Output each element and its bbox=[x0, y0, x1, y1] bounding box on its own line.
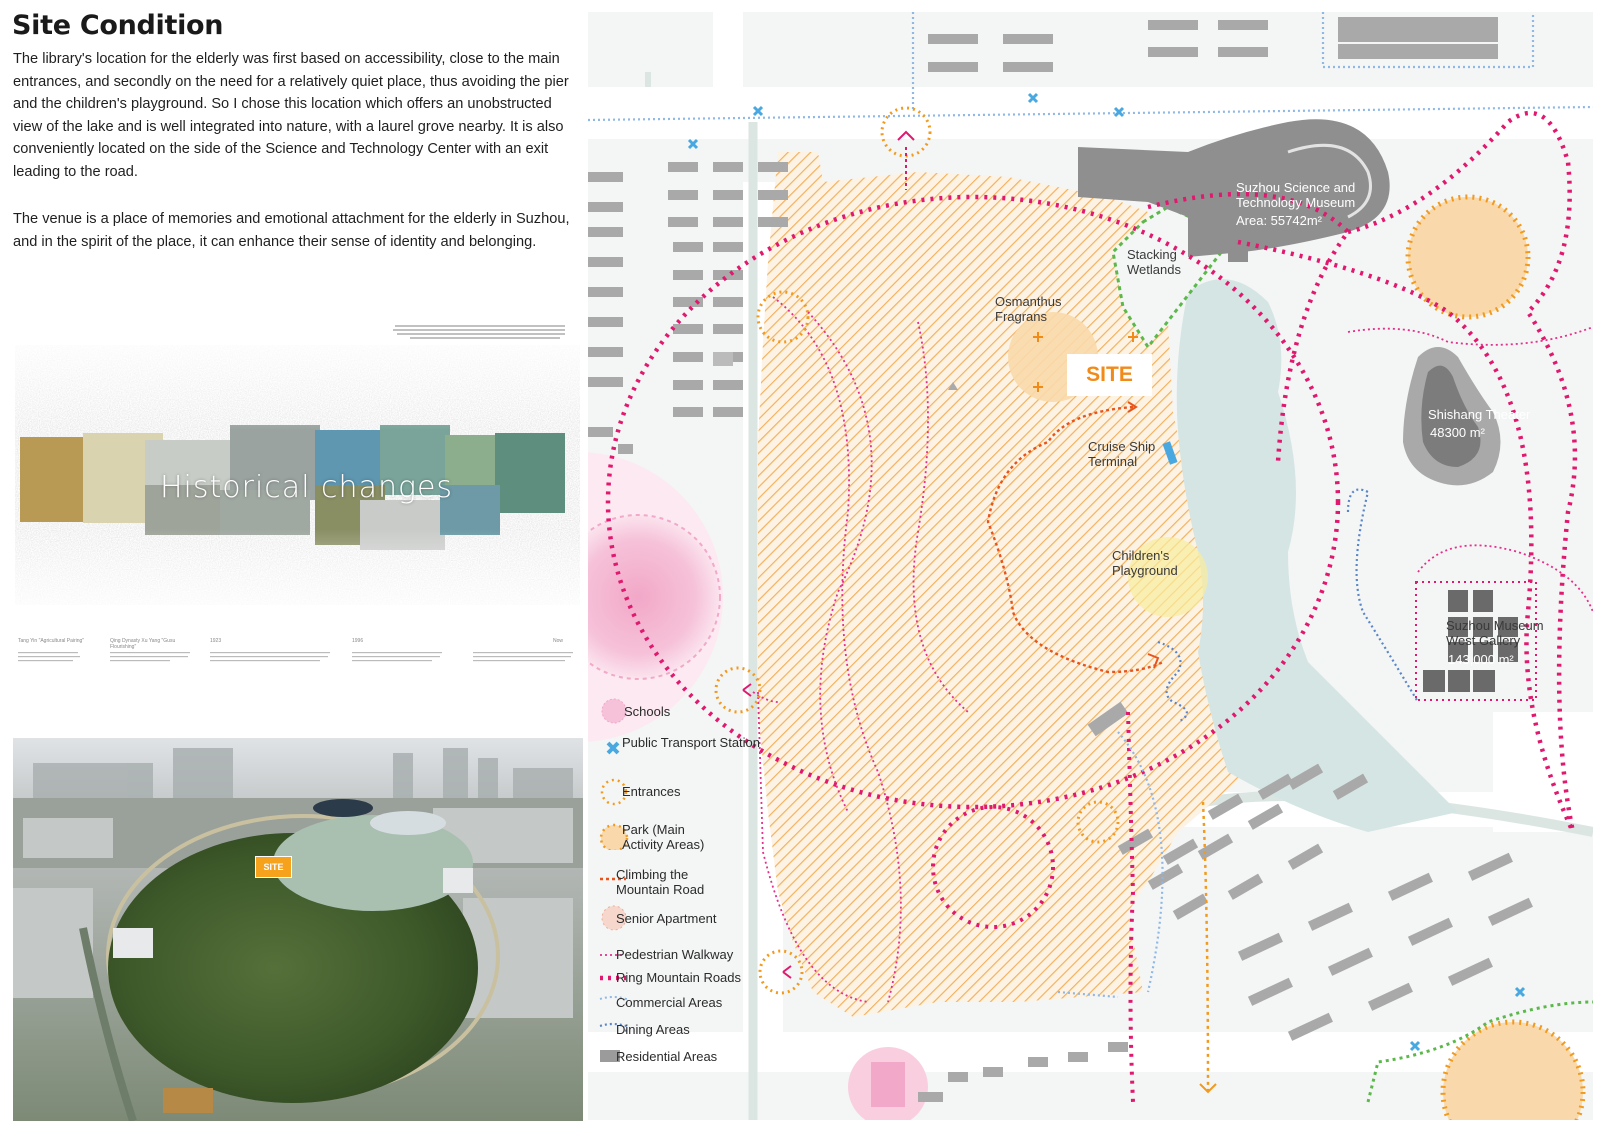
timeline-item: 1923 bbox=[210, 638, 222, 644]
museum-west-gallery-area: 143,000 m² bbox=[1448, 652, 1514, 667]
legend-residential: Residential Areas bbox=[598, 1047, 778, 1073]
legend-climbing: Climbing the Mountain Road bbox=[598, 867, 778, 893]
timeline-item: 1996 bbox=[352, 638, 364, 644]
legend-senior: Senior Apartment bbox=[598, 904, 778, 930]
legend-pedestrian: Pedestrian Walkway bbox=[598, 945, 778, 971]
timeline-text-lines bbox=[18, 648, 578, 678]
shishang-theater-area: 48300 m² bbox=[1430, 425, 1485, 440]
photo-site-marker: SITE bbox=[255, 856, 292, 878]
intro-paragraph: The library's location for the elderly was first based on accessibility, close to the main entrances, and secondly on the need for a relatively quiet place, thus avoiding the pier and the children's playground. So I chose this location which offers an unobstructed view of the lake and is well integrated into nature, with a laurel grove nearby. It is also conveniently located on the side of the Science and Technology Center with an exit leading to the road. bbox=[13, 51, 569, 180]
stacking-wetlands-label: Stacking Wetlands bbox=[1127, 247, 1181, 277]
legend-park: Park (Main Activity Areas) bbox=[598, 822, 778, 848]
historical-title: Historical changes bbox=[160, 470, 454, 505]
legend-transport: Public Transport Station bbox=[598, 735, 778, 761]
science-museum-area: Area: 55742m² bbox=[1236, 213, 1322, 228]
shishang-theater-label: Shishang Theater bbox=[1428, 407, 1531, 422]
memory-paragraph: The venue is a place of memories and emotional attachment for the elderly in Suzhou, and in the spirit of the place, it can enhance their sense of identity and belonging. bbox=[13, 211, 570, 250]
science-museum-label: Suzhou Science and Technology Museum bbox=[1236, 180, 1356, 210]
timeline-item: Qing Dynasty Xu Yang "Gusu Flourishing" bbox=[110, 638, 176, 650]
cruise-terminal-label: Cruise Ship Terminal bbox=[1088, 439, 1156, 469]
legend-entrances: Entrances bbox=[598, 778, 778, 804]
childrens-playground-label: Children's Playground bbox=[1112, 548, 1178, 578]
museum-west-gallery-label: Suzhou Museum West Gallery bbox=[1446, 618, 1544, 648]
history-timeline bbox=[18, 638, 578, 684]
legend-schools: Schools bbox=[598, 697, 778, 723]
aerial-photo bbox=[13, 738, 583, 1121]
timeline-item: Tang Yin "Agricultural Pairing" bbox=[18, 638, 85, 644]
legend-ring-road: Ring Mountain Roads bbox=[598, 968, 778, 994]
timeline-item: Now bbox=[553, 638, 564, 644]
legend-dining: Dining Areas bbox=[598, 1020, 778, 1046]
site-marker: SITE bbox=[1067, 354, 1152, 396]
page-title: Site Condition bbox=[12, 10, 224, 41]
osmanthus-label: Osmanthus Fragrans bbox=[995, 294, 1062, 324]
legend-commercial: Commercial Areas bbox=[598, 993, 778, 1019]
